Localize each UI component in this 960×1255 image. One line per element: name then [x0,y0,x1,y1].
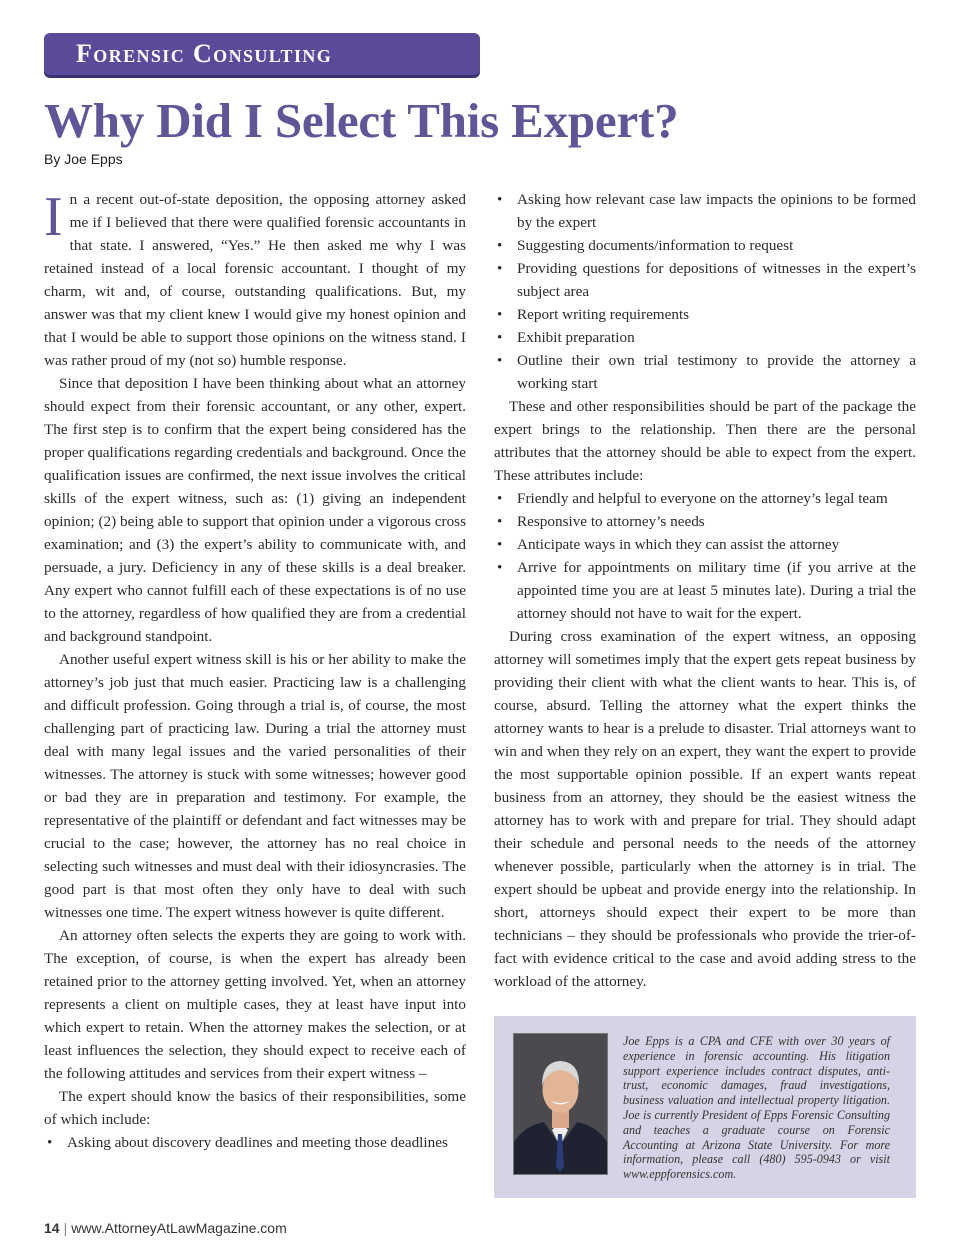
list-item: • Friendly and helpful to everyone on the attorney’s legal team [494,487,916,510]
list-item: • Suggesting documents/information to request [494,234,916,257]
bullet-list [494,487,916,625]
author-photo [513,1033,608,1175]
section-banner [44,33,480,75]
list-item: • Report writing requirements [494,303,916,326]
bullet-list [44,1131,466,1154]
list-item: • Anticipate ways in which they can assist the attorney [494,533,916,556]
drop-cap: I [44,186,63,248]
paragraph: The expert should know the basics of their responsibilities, some of which include: [44,1088,466,1128]
list-item: • Exhibit preparation [494,326,916,349]
paragraph: Another useful expert witness skill is his or her ability to make the attorney’s job just that much easier. Practicing law is a challenging and difficult profession. Going through a trial is, of course, the most challenging part of practicing law. During a trial the attorney must deal with many legal issues and the varied personalities of their witnesses. The attorney is stuck with some witnesses; however good or bad they are in preparation and testimony. For example, the representative of the plaintiff or defendant and fact witnesses may be crucial to the case; however, the attorney has no real choice in selecting such witnesses and must deal with their idiosyncrasies. The good part is that most often they only have to deal with such witnesses one time. The expert witness however is quite different. [44,651,466,921]
footer-separator: | [63,1220,68,1236]
byline: By Joe Epps [44,151,123,167]
page-footer [44,1220,287,1236]
list-item: • Asking how relevant case law impacts the opinions to be formed by the expert [494,188,916,234]
left-column [44,188,466,1154]
bullet-list [494,188,916,395]
footer-website-link[interactable]: www.AttorneyAtLawMagazine.com [71,1220,287,1236]
paragraph: In a recent out-of-state deposition, the opposing attorney asked me if I believed that there were qualified forensic accountants in that state. I answered, “Yes.” He then asked me why I was retained instead of a local forensic accountant. I thought of my charm, wit and, of course, outstanding qualifications. But, my answer was that my client knew I would give my honest opinion and that I would be able to support those opinions on the witness stand. I was rather proud of my (not so) humble response. [44,186,466,369]
paragraph: An attorney often selects the experts they are going to work with. The exception, of course, is when the expert has already been retained prior to the attorney getting involved. Yet, when an attorney represents a client on multiple cases, they at least have input into which expert to retain. When the attorney makes the selection, or at least influences the selection, they should expect to receive each of the following attitudes and services from their expert witness – [44,927,466,1082]
list-item: • Arrive for appointments on military time (if you arrive at the appointed time you are at least 5 minutes late). During a trial the attorney should not have to wait for the expert. [494,556,916,625]
paragraph: Since that deposition I have been thinking about what an attorney should expect from their forensic accountant, or any other, expert. The first step is to confirm that the expert being considered has the proper qualifications regarding credentials and background. Once the qualification issues are confirmed, the next issue involves the critical skills of the expert witness, such as: (1) giving an independent opinion; (2) being able to support that opinion under a vigorous cross examination; and (3) the expert’s ability to communicate with, and persuade, a jury. Deficiency in any of these skills is a deal breaker. Any expert who cannot fulfill each of these expectations is of no use to the attorney, regardless of how qualified they are from a credential and background standpoint. [44,375,466,645]
author-bio-text: Joe Epps is a CPA and CFE with over 30 years of experience in forensic accounting. His litigation support experience includes contract disputes, anti-trust, economic damages, fraud investigations, business valuation and intellectual property litigation. Joe is currently President of Epps Forensic Consulting and teaches a graduate course on Forensic Accounting at Arizona State University. For more information, please call (480) 595-0943 or visit www.eppforensics.com. [623,1034,890,1182]
author-portrait-icon [514,1034,607,1174]
list-item: • Outline their own trial testimony to provide the attorney a working start [494,349,916,395]
paragraph: These and other responsibilities should be part of the package the expert brings to the relationship. Then there are the personal attributes that the attorney should be able to expect from the expert. These attributes include: [494,398,916,484]
section-label: Forensic Consulting [76,39,333,68]
paragraph: During cross examination of the expert witness, an opposing attorney will sometimes imply that the expert gets repeat business by providing their client with what the client wants to hear. This is, of course, absurd. Telling the attorney what the expert thinks the attorney wants to hear is a prelude to disaster. Trial attorneys want to win and when they rely on an expert, they want the expert to provide the most supportable opinion possible. If an expert wants repeat business from an attorney, they should be the easiest witness the attorney has to work with and prepare for trial. They should adapt their schedule and personal needs to the needs of the attorney whenever possible, particularly when the attorney is in trial. The expert should be upbeat and provide energy into the relationship. In short, attorneys should expect their expert to be more than technicians – they should be professionals who provide the trier-of-fact with evidence critical to the case and avoid adding stress to the workload of the attorney. [494,628,916,990]
list-item: • Providing questions for depositions of witnesses in the expert’s subject area [494,257,916,303]
author-bio-box [494,1016,916,1198]
list-item: • Asking about discovery deadlines and meeting those deadlines [44,1131,466,1154]
page-number: 14 [44,1220,60,1236]
list-item: • Responsive to attorney’s needs [494,510,916,533]
article-title: Why Did I Select This Expert? [44,93,679,148]
right-column [494,188,916,993]
